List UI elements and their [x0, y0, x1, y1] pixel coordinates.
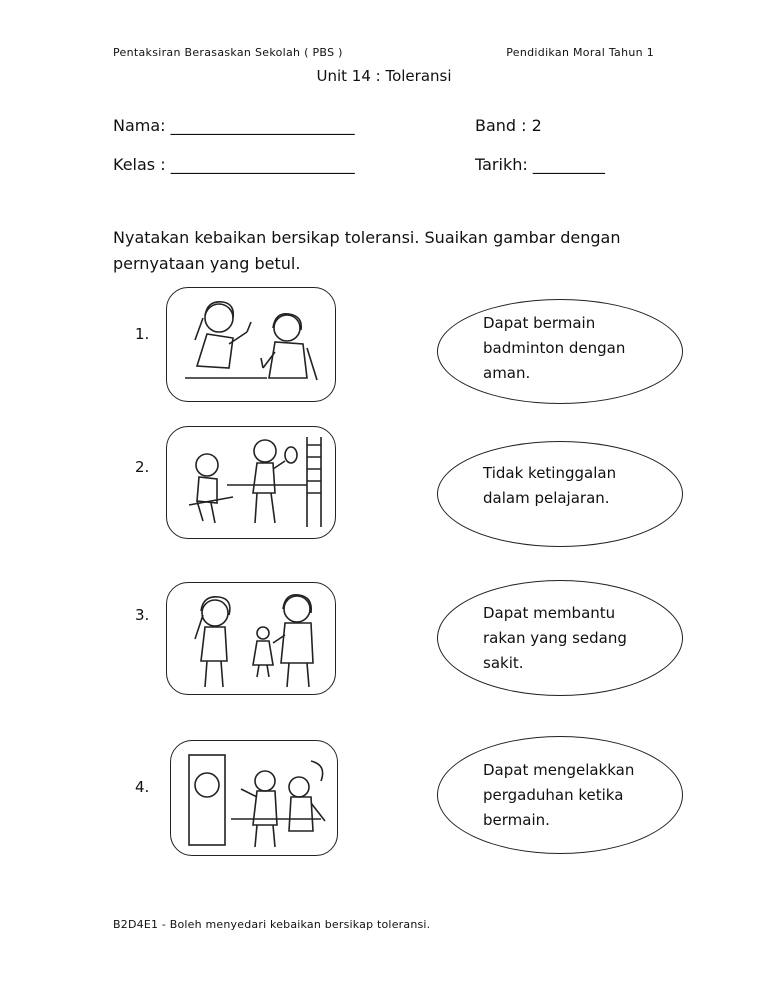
kelas-field: Kelas : _______________________ — [113, 155, 355, 174]
item-number-1: 1. — [135, 325, 150, 343]
nama-field: Nama: _______________________ — [113, 116, 355, 135]
item-number-2: 2. — [135, 458, 150, 476]
header-left: Pentaksiran Berasaskan Sekolah ( PBS ) — [113, 46, 343, 59]
children-sharing-pencil-icon — [167, 288, 335, 401]
children-badminton-icon — [167, 427, 335, 538]
picture-box-3[interactable] — [166, 582, 336, 695]
children-sharing-doll-icon — [167, 583, 335, 694]
instruction-text: Nyatakan kebaikan bersikap toleransi. Suaikan gambar dengan pernyataan yang betul. — [113, 228, 621, 273]
statement-text-2: Tidak ketinggalan dalam pelajaran. — [483, 464, 617, 507]
band-field: Band : 2 — [475, 116, 542, 135]
item-number-3: 3. — [135, 606, 150, 624]
item-number-4: 4. — [135, 778, 150, 796]
children-playing-together-icon — [171, 741, 337, 855]
statement-text-3: Dapat membantu rakan yang sedang sakit. — [483, 604, 627, 672]
picture-box-2[interactable] — [166, 426, 336, 539]
header-right: Pendidikan Moral Tahun 1 — [506, 46, 654, 59]
statement-text-4: Dapat mengelakkan pergaduhan ketika bermain. — [483, 761, 635, 829]
footer-text: B2D4E1 - Boleh menyedari kebaikan bersikap toleransi. — [113, 918, 431, 931]
page-title: Unit 14 : Toleransi — [316, 67, 452, 85]
statement-text-1: Dapat bermain badminton dengan aman. — [483, 314, 626, 382]
picture-box-1[interactable] — [166, 287, 336, 402]
picture-box-4[interactable] — [170, 740, 338, 856]
tarikh-field: Tarikh: _________ — [475, 155, 605, 174]
